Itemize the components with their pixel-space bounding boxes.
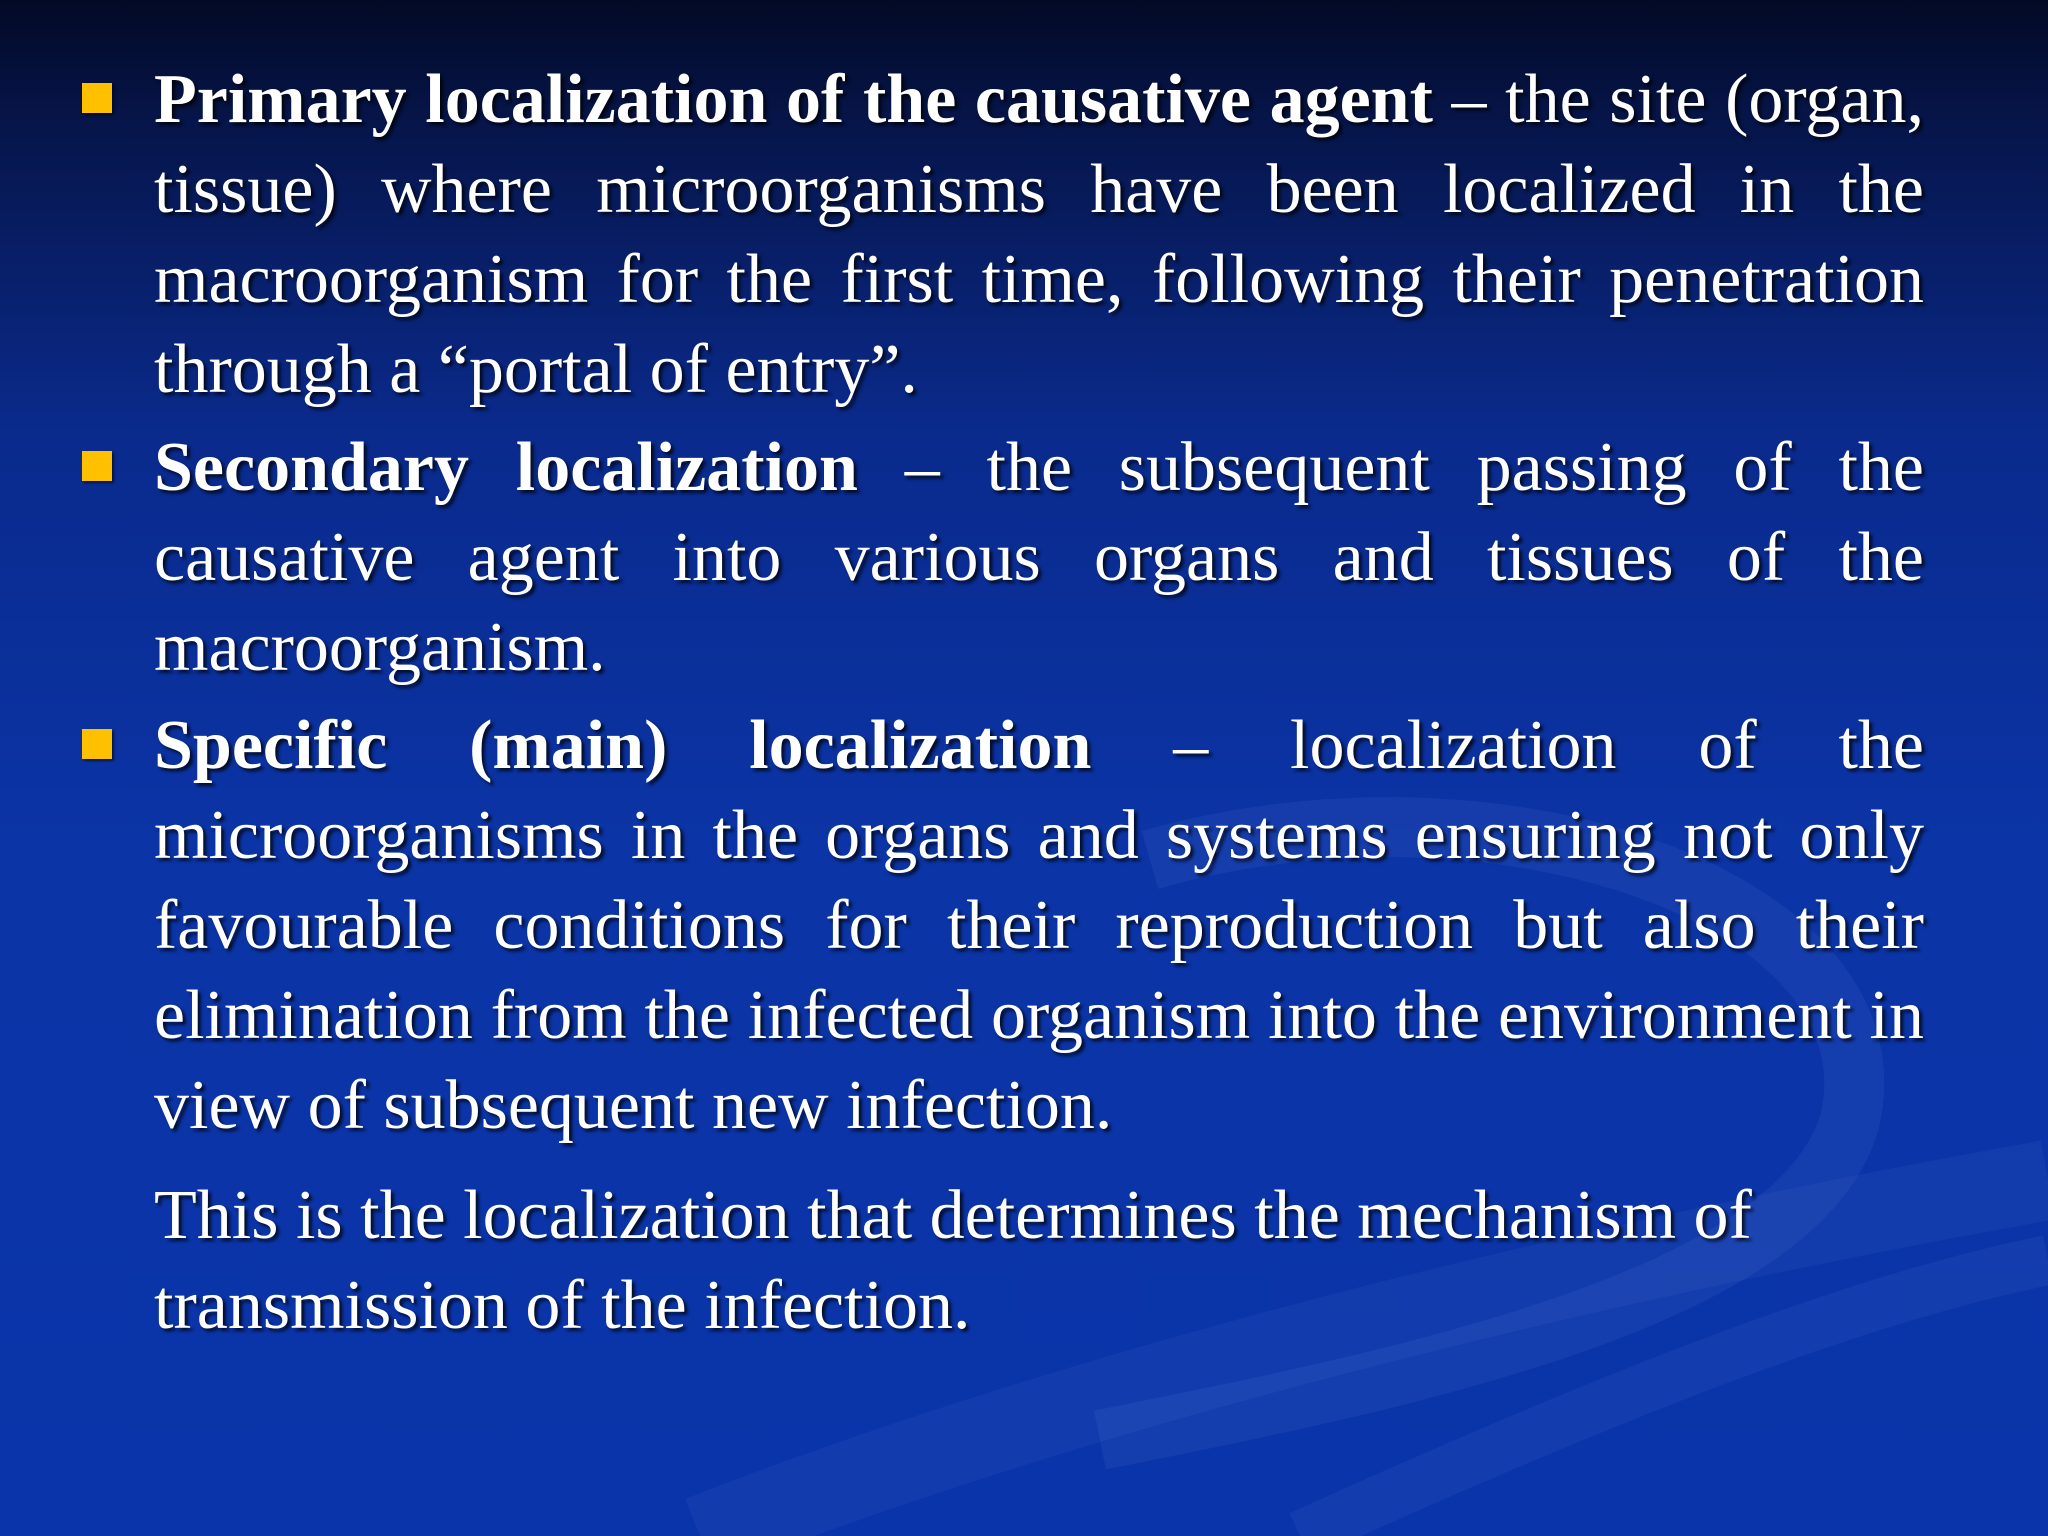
square-bullet-icon [82, 451, 112, 481]
bullet-separator: – [1091, 707, 1291, 784]
bullet-item-primary-localization [78, 55, 1924, 415]
bullet-item-secondary-localization [78, 423, 1924, 693]
closing-note: This is the localization that determines the mechanism of transmission of the infection. [154, 1177, 1752, 1344]
bullet-item-specific-localization [78, 701, 1924, 1151]
square-bullet-icon [82, 83, 112, 113]
bullet-text: the site (organ, tissue) where microorganisms have been localized in the macroorganism for the first time, following their penetration through a “portal of entry”. [154, 61, 1924, 408]
square-bullet-icon [82, 729, 112, 759]
bullet-separator: – [1432, 61, 1506, 138]
bullet-text: the subsequent passing of the causative agent into various organs and tissues of the macroorganism. [154, 429, 1924, 686]
bullet-term: Primary localization of the causative agent [154, 61, 1433, 138]
bullet-term: Specific (main) localization [154, 707, 1092, 784]
bullet-text: localization of the microorganisms in the organs and systems ensuring not only favourable conditions for their reproduction but also their elimination from the infected organism into the environment in view of subsequent new infection. [154, 707, 1924, 1144]
slide-content [78, 55, 1924, 1351]
bullet-separator: – [857, 429, 987, 506]
bullet-term: Secondary localization [154, 429, 858, 506]
